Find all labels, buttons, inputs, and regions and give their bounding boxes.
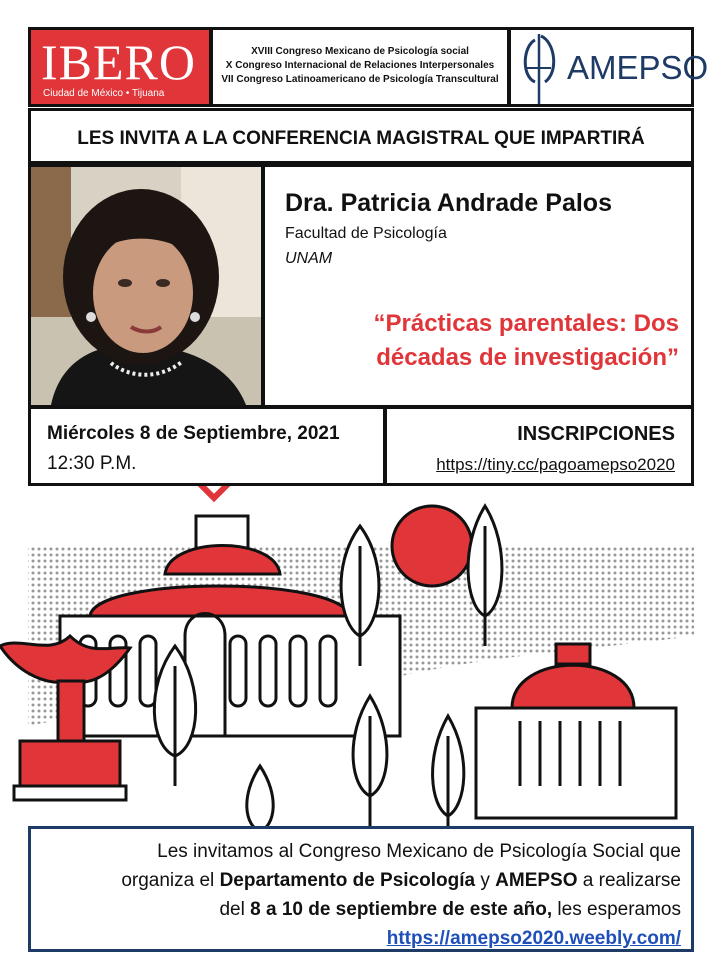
event-date: Miércoles 8 de Septiembre, 2021 [47,423,340,444]
congress-line-3: VII Congreso Latinoamericano de Psicología Transcultural [221,74,499,85]
footer-text-segment: les esperamos [552,899,681,920]
mexico-city-illustration [0,486,720,826]
footer-line-3 [41,895,681,924]
amepso-wordmark: AMEPSO [567,49,709,86]
organizer-name: AMEPSO [495,870,578,891]
congress-line-2: X Congreso Internacional de Relaciones Interpersonales [225,60,495,71]
invitation-banner [28,108,694,164]
footer-text-segment: del [219,899,251,920]
speaker-info [262,164,694,408]
ibero-logo-wordmark: IBERO [41,34,196,90]
registration-title: INSCRIPCIONES [517,423,675,445]
registration-link[interactable]: https://tiny.cc/pagoamepso2020 [436,455,675,474]
amepso-logo [508,27,709,107]
footer-line-2 [41,866,681,895]
congress-line-1: XVIII Congreso Mexicano de Psicología social [251,46,469,57]
speaker-portrait-image [31,167,261,405]
congress-website-link[interactable]: https://amepso2020.weebly.com/ [386,928,681,949]
congress-names [210,27,510,107]
invitation-text: LES INVITA A LA CONFERENCIA MAGISTRAL QUE IMPARTIRÁ [77,128,645,149]
event-time: 12:30 P.M. [47,453,137,474]
speaker-institution: UNAM [285,250,333,267]
footer-invitation [28,826,694,952]
event-datetime [28,406,386,486]
speaker-photo [28,164,264,408]
footer-text-segment: y [475,870,496,891]
footer-text-segment: a realizarse [577,870,681,891]
footer-line-1: Les invitamos al Congreso Mexicano de Psicología Social que [157,841,681,862]
speaker-name: Dra. Patricia Andrade Palos [285,189,612,217]
department-name: Departamento de Psicología [219,870,476,891]
amepso-symbol-icon [515,32,567,106]
ibero-logo-location: Ciudad de México • Tijuana [43,88,165,99]
ibero-logo [28,27,212,107]
speaker-faculty: Facultad de Psicología [285,225,447,242]
talk-title-line-2: décadas de investigación” [376,344,679,371]
talk-title [299,307,679,375]
congress-dates: 8 a 10 de septiembre de este año, [250,899,553,920]
registration-box [384,406,694,486]
footer-text-segment: organiza el [121,870,220,891]
talk-title-line-1: “Prácticas parentales: Dos [373,310,679,337]
